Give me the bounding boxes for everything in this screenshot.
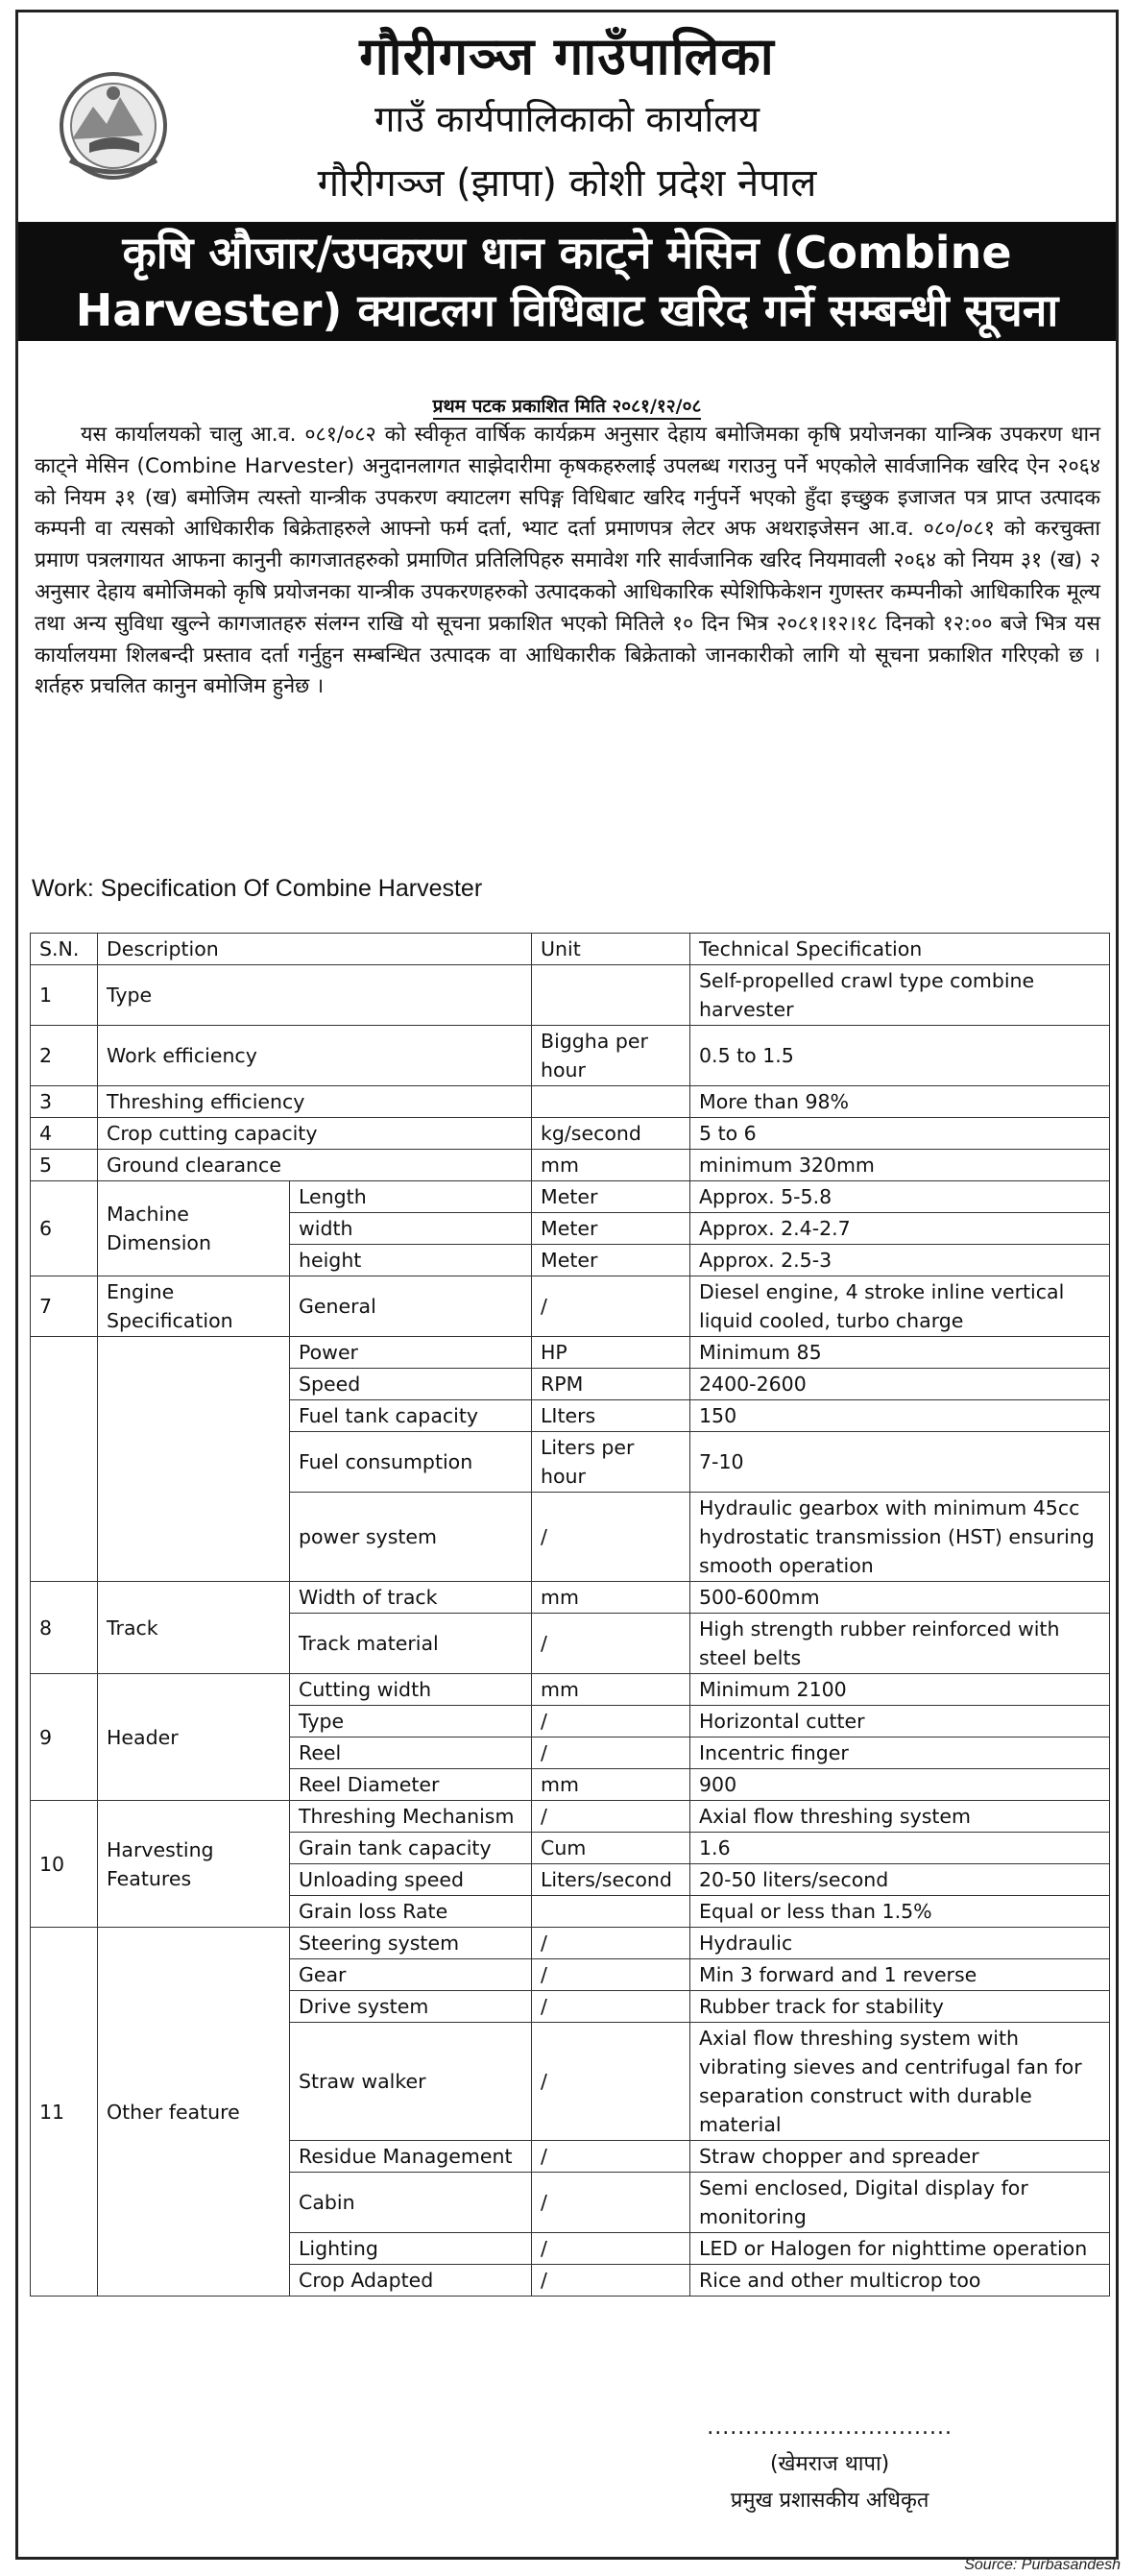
cell-sub: Length — [290, 1181, 532, 1213]
cell-sn: 3 — [31, 1086, 98, 1118]
cell-spec: Hydraulic gearbox with minimum 45cc hydrostatic transmission (HST) ensuring smooth operation — [690, 1493, 1110, 1582]
cell-desc: Engine Specification — [98, 1276, 290, 1337]
cell-spec: 900 — [690, 1769, 1110, 1801]
table-row — [31, 1801, 1110, 1833]
cell-sn: 11 — [31, 1928, 98, 2297]
cell-spec: 0.5 to 1.5 — [690, 1026, 1110, 1086]
cell-unit: Meter — [532, 1245, 690, 1276]
signatory-name: (खेमराज थापा) — [769, 2452, 890, 2476]
banner-line-1: कृषि औजार/उपकरण धान काट्ने मेसिन (Combine — [122, 227, 1012, 279]
cell-spec: Approx. 2.4-2.7 — [690, 1213, 1110, 1245]
cell-sn: 6 — [31, 1181, 98, 1276]
cell-spec: 500-600mm — [690, 1582, 1110, 1614]
cell-unit: / — [532, 1928, 690, 1959]
cell-spec: Horizontal cutter — [690, 1706, 1110, 1738]
cell-sn: 1 — [31, 965, 98, 1026]
cell-sub: Grain loss Rate — [290, 1896, 532, 1928]
cell-desc: Other feature — [98, 1928, 290, 2297]
cell-spec: Self-propelled crawl type combine harvester — [690, 965, 1110, 1026]
cell-unit: / — [532, 2233, 690, 2265]
cell-sub: Grain tank capacity — [290, 1833, 532, 1864]
cell-desc: Machine Dimension — [98, 1181, 290, 1276]
cell-unit: Meter — [532, 1213, 690, 1245]
table-header-row — [31, 934, 1110, 965]
signature-line: ................................ — [707, 2416, 953, 2440]
cell-unit: RPM — [532, 1369, 690, 1400]
cell-spec: Axial flow threshing system — [690, 1801, 1110, 1833]
cell-sub: height — [290, 1245, 532, 1276]
cell-spec: Axial flow threshing system with vibrating sieves and centrifugal fan for separation construct with durable material — [690, 2023, 1110, 2141]
cell-spec: minimum 320mm — [690, 1150, 1110, 1181]
publication-date — [18, 393, 1116, 418]
source-credit: Source: Purbasandesh — [964, 2557, 1121, 2573]
notice-title-banner — [18, 222, 1116, 341]
cell-unit: HP — [532, 1337, 690, 1369]
cell-spec: 1.6 — [690, 1833, 1110, 1864]
cell-unit: Meter — [532, 1181, 690, 1213]
cell-spec: Diesel engine, 4 stroke inline vertical liquid cooled, turbo charge — [690, 1276, 1110, 1337]
cell-sub: Reel — [290, 1738, 532, 1769]
cell-unit: / — [532, 2173, 690, 2233]
cell-unit — [532, 1896, 690, 1928]
cell-unit: LIters — [532, 1400, 690, 1432]
col-description: Description — [98, 934, 532, 965]
cell-spec: More than 98% — [690, 1086, 1110, 1118]
table-row — [31, 965, 1110, 1026]
cell-sn: 7 — [31, 1276, 98, 1337]
cell-sn: 4 — [31, 1118, 98, 1150]
cell-spec: 5 to 6 — [690, 1118, 1110, 1150]
cell-desc: Type — [98, 965, 532, 1026]
cell-spec: Rubber track for stability — [690, 1991, 1110, 2023]
cell-sub: Speed — [290, 1369, 532, 1400]
cell-sub: Fuel consumption — [290, 1432, 532, 1493]
cell-unit: Liters/second — [532, 1864, 690, 1896]
cell-unit: / — [532, 2265, 690, 2297]
cell-unit: mm — [532, 1674, 690, 1706]
cell-desc: Header — [98, 1674, 290, 1801]
cell-desc: Threshing efficiency — [98, 1086, 532, 1118]
cell-sn: 8 — [31, 1582, 98, 1674]
cell-unit: / — [532, 1706, 690, 1738]
cell-spec: Incentric finger — [690, 1738, 1110, 1769]
cell-sn: 5 — [31, 1150, 98, 1181]
cell-sub: Lighting — [290, 2233, 532, 2265]
cell-spec: Minimum 85 — [690, 1337, 1110, 1369]
cell-sub: Residue Management — [290, 2141, 532, 2173]
cell-spec: Straw chopper and spreader — [690, 2141, 1110, 2173]
cell-spec: Rice and other multicrop too — [690, 2265, 1110, 2297]
notice-body: यस कार्यालयको चालु आ.व. ०८१/०८२ को स्वीकृत वार्षिक कार्यक्रम अनुसार देहाय बमोजिमका कृषि प्रयोजनका यान्त्रिक उपकरण धान काट्ने मेसिन (Combine Harvester) अनुदानलागत साझेदारीमा कृषकहरुलाई उपलब्ध गराउनु पर्ने भएकोले सार्वजानिक खरिद ऐन २०६४ को नियम ३१ (ख) बमोजिम त्यस्तो यान्त्रीक उपकरण क्याटलग सपिङ्ग विधिबाट खरिद गर्नुपर्ने भएको हुँदा इच्छुक इजाजत पत्र प्राप्त उत्पादक कम्पनी वा त्यसको आधिकारीक बिक्रेताहरुले आफ्नो फर्म दर्ता, भ्याट दर्ता प्रमाणपत्र लेटर अफ अथराइजेसन आ.व. ०८०/०८१ को करचुक्ता प्रमाण पत्रलगायत आफना कानुनी कागजातहरुको प्रमाणित प्रतिलिपिहरु समावेश गरि सार्वजानिक खरिद नियमावली २०६४ को नियम ३१ (ख) २ अनुसार देहाय बमोजिमको कृषि प्रयोजनका यान्त्रीक उपकरणहरुको उत्पादकको आधिकारिक स्पेशिफिकेशन गुणस्तर कम्पनीको आधिकारिक मूल्य तथा अन्य सुविधा खुल्ने कागजातहरु संलग्न राखि यो सूचना प्रकाशित भएको मितिले १० दिन भित्र २०८१।१२।१८ दिनको १२:०० बजे भित्र यस कार्यालयमा शिलबन्दी प्रस्ताव दर्ता गर्नुहुन सम्बन्धित उत्पादक वा आधिकारीक बिक्रेताको जानकारीको लागि यो सूचना प्रकाशित गरिएको छ । शर्तहरु प्रचलित कानुन बमोजिम हुनेछ । — [35, 423, 1100, 699]
cell-sub: width — [290, 1213, 532, 1245]
office-name: गाउँ कार्यपालिकाको कार्यालय — [374, 98, 760, 140]
cell-sn: 2 — [31, 1026, 98, 1086]
col-sn: S.N. — [31, 934, 98, 965]
banner-line-2: Harvester) क्याटलग विधिबाट खरिद गर्ने सम्बन्धी सूचना — [75, 284, 1059, 336]
table-row — [31, 1086, 1110, 1118]
cell-unit: kg/second — [532, 1118, 690, 1150]
cell-spec: 20-50 liters/second — [690, 1864, 1110, 1896]
cell-sub: General — [290, 1276, 532, 1337]
cell-sn: 9 — [31, 1674, 98, 1801]
cell-spec: Approx. 2.5-3 — [690, 1245, 1110, 1276]
col-spec: Technical Specification — [690, 934, 1110, 965]
municipality-name: गौरीगञ्ज गाउँपालिका — [359, 26, 775, 86]
cell-spec: Semi enclosed, Digital display for monitoring — [690, 2173, 1110, 2233]
col-unit: Unit — [532, 934, 690, 965]
cell-spec: 150 — [690, 1400, 1110, 1432]
office-header — [18, 12, 1116, 214]
notice-page — [15, 10, 1119, 2560]
table-row — [31, 1276, 1110, 1337]
cell-unit: / — [532, 1738, 690, 1769]
cell-sub: Threshing Mechanism — [290, 1801, 532, 1833]
cell-desc: Track — [98, 1582, 290, 1674]
table-row — [31, 1118, 1110, 1150]
cell-spec: Approx. 5-5.8 — [690, 1181, 1110, 1213]
work-title: Work: Specification Of Combine Harvester — [32, 875, 483, 902]
cell-unit: Biggha per hour — [532, 1026, 690, 1086]
cell-spec: Min 3 forward and 1 reverse — [690, 1959, 1110, 1991]
cell-spec: 2400-2600 — [690, 1369, 1110, 1400]
cell-unit: Liters per hour — [532, 1432, 690, 1493]
cell-unit: Cum — [532, 1833, 690, 1864]
cell-sub: Type — [290, 1706, 532, 1738]
cell-sub: Reel Diameter — [290, 1769, 532, 1801]
cell-unit: / — [532, 1801, 690, 1833]
table-row — [31, 1582, 1110, 1614]
cell-spec: LED or Halogen for nighttime operation — [690, 2233, 1110, 2265]
cell-sub: Power — [290, 1337, 532, 1369]
cell-unit: / — [532, 2023, 690, 2141]
cell-sub: power system — [290, 1493, 532, 1582]
cell-sub: Steering system — [290, 1928, 532, 1959]
signature-block — [707, 2410, 953, 2519]
cell-unit: / — [532, 1991, 690, 2023]
cell-unit — [532, 965, 690, 1026]
table-row — [31, 1150, 1110, 1181]
signatory-title: प्रमुख प्रशासकीय अधिकृत — [730, 2489, 929, 2513]
cell-unit: mm — [532, 1582, 690, 1614]
cell-spec: High strength rubber reinforced with steel belts — [690, 1614, 1110, 1674]
cell-desc: Crop cutting capacity — [98, 1118, 532, 1150]
cell-sub: Width of track — [290, 1582, 532, 1614]
cell-spec: Equal or less than 1.5% — [690, 1896, 1110, 1928]
cell-sub: Cutting width — [290, 1674, 532, 1706]
cell-desc: Work efficiency — [98, 1026, 532, 1086]
cell-desc-empty — [98, 1337, 290, 1582]
table-row — [31, 1026, 1110, 1086]
cell-sub: Fuel tank capacity — [290, 1400, 532, 1432]
cell-sub: Crop Adapted — [290, 2265, 532, 2297]
cell-sn-empty — [31, 1337, 98, 1582]
cell-sub: Drive system — [290, 1991, 532, 2023]
cell-unit: / — [532, 1614, 690, 1674]
cell-unit: / — [532, 1959, 690, 1991]
cell-spec: 7-10 — [690, 1432, 1110, 1493]
table-row — [31, 1674, 1110, 1706]
publication-date-text: प्रथम पटक प्रकाशित मिति २०८१/१२/०८ — [433, 396, 702, 420]
cell-sub: Straw walker — [290, 2023, 532, 2141]
cell-sn: 10 — [31, 1801, 98, 1928]
cell-unit — [532, 1086, 690, 1118]
cell-spec: Minimum 2100 — [690, 1674, 1110, 1706]
cell-desc: Ground clearance — [98, 1150, 532, 1181]
cell-sub: Unloading speed — [290, 1864, 532, 1896]
table-row — [31, 1181, 1110, 1213]
cell-sub: Cabin — [290, 2173, 532, 2233]
cell-unit: mm — [532, 1769, 690, 1801]
table-row — [31, 1928, 1110, 1959]
cell-sub: Gear — [290, 1959, 532, 1991]
cell-unit: / — [532, 2141, 690, 2173]
office-address: गौरीगञ्ज (झापा) कोशी प्रदेश नेपाल — [317, 161, 817, 206]
cell-unit: / — [532, 1276, 690, 1337]
table-row — [31, 1337, 1110, 1369]
cell-sub: Track material — [290, 1614, 532, 1674]
cell-unit: mm — [532, 1150, 690, 1181]
cell-unit: / — [532, 1493, 690, 1582]
cell-spec: Hydraulic — [690, 1928, 1110, 1959]
specification-table — [30, 933, 1110, 2297]
cell-desc: Harvesting Features — [98, 1801, 290, 1928]
